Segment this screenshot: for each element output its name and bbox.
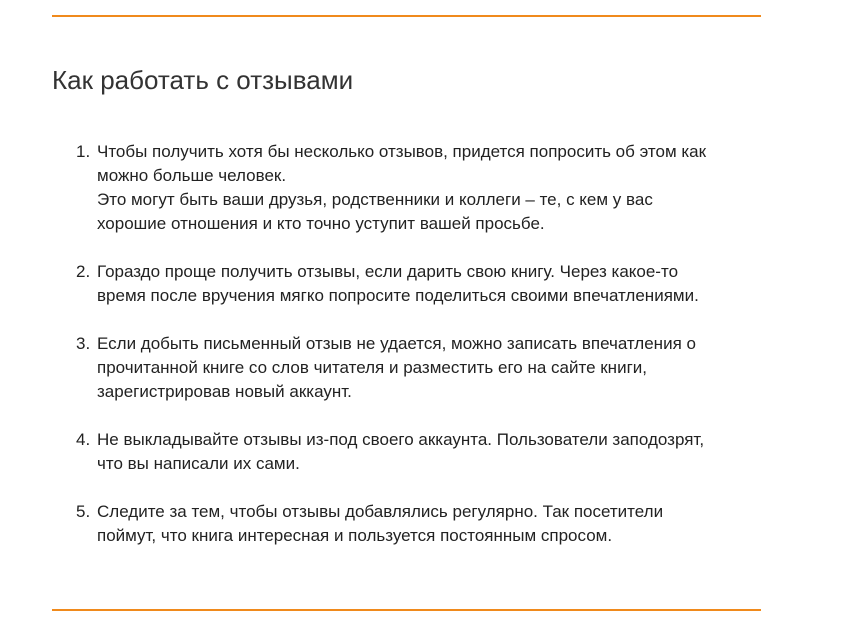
- tip-text-line: Если добыть письменный отзыв не удается, можно записать впечатления о: [97, 334, 696, 353]
- tip-text-line: поймут, что книга интересная и пользуется постоянным спросом.: [97, 526, 613, 545]
- page-title: Как работать с отзывами: [52, 65, 354, 95]
- tip-text-line: Это могут быть ваши друзья, родственники и коллеги – те, с кем у вас: [97, 190, 653, 209]
- tip-item-3: [76, 332, 757, 404]
- tip-text-line: можно больше человек.: [97, 166, 287, 185]
- tip-text-line: прочитанной книге со слов читателя и разместить его на сайте книги,: [97, 358, 647, 377]
- tip-item-5: [76, 500, 757, 548]
- tip-text-line: что вы написали их сами.: [97, 454, 300, 473]
- top-divider: [52, 15, 761, 17]
- bottom-divider: [52, 609, 761, 611]
- tip-item-4: [76, 428, 757, 476]
- tip-text-line: Следите за тем, чтобы отзывы добавлялись регулярно. Так посетители: [97, 502, 664, 521]
- tip-number: 3.: [76, 334, 91, 353]
- tip-number: 2.: [76, 262, 91, 281]
- tip-number: 1.: [76, 142, 91, 161]
- tip-text-line: хорошие отношения и кто точно уступит вашей просьбе.: [97, 214, 545, 233]
- tip-text-line: Чтобы получить хотя бы несколько отзывов, придется попросить об этом как: [97, 142, 707, 161]
- tip-number: 5.: [76, 502, 91, 521]
- tip-item-2: [76, 260, 757, 308]
- tip-text-line: Не выкладывайте отзывы из-под своего аккаунта. Пользователи заподозрят,: [97, 430, 705, 449]
- tip-text-line: время после вручения мягко попросите поделиться своими впечатлениями.: [97, 286, 699, 305]
- tip-number: 4.: [76, 430, 91, 449]
- tips-list: [76, 140, 757, 572]
- tip-item-1: [76, 140, 757, 236]
- tip-text-line: Гораздо проще получить отзывы, если дарить свою книгу. Через какое-то: [97, 262, 679, 281]
- tip-text-line: зарегистрировав новый аккаунт.: [97, 382, 352, 401]
